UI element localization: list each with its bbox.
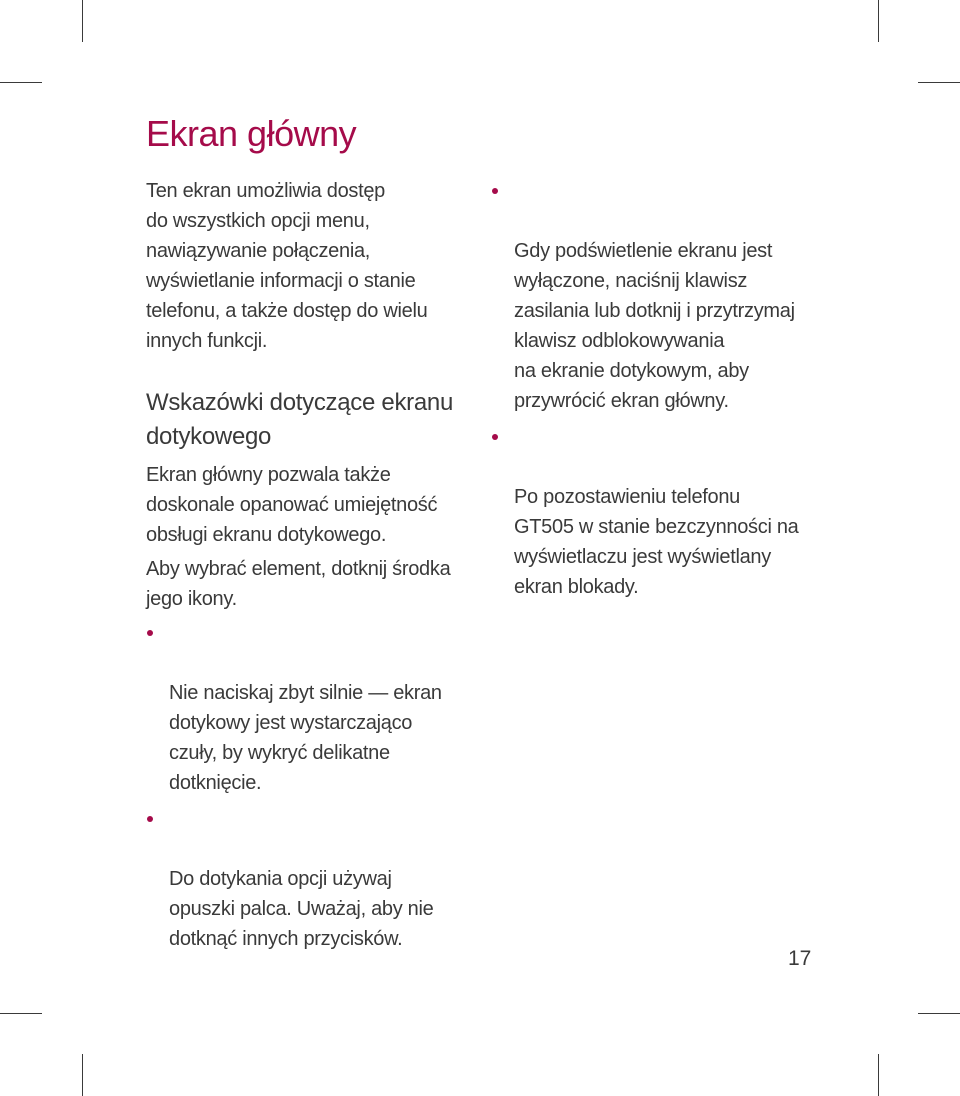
bullet-icon xyxy=(492,188,498,194)
crop-mark-top-left xyxy=(82,0,83,42)
bullet-icon xyxy=(147,816,153,822)
bullet-icon xyxy=(147,630,153,636)
list-item-text: Nie naciskaj zbyt silnie — ekran dotykowy jest wystarczająco czuły, by wykryć delikatne dotknięcie. xyxy=(169,682,442,794)
left-column xyxy=(146,176,464,960)
bullet-list-left xyxy=(146,618,464,954)
crop-mark-bottom-right xyxy=(878,1054,879,1096)
bullet-list-right xyxy=(491,176,821,602)
list-item xyxy=(491,176,821,416)
page-title: Ekran główny xyxy=(146,113,357,154)
list-item-text: Do dotykania opcji używaj opuszki palca. Uważaj, aby nie dotknąć innych przycisków. xyxy=(169,868,434,950)
list-item-text: Gdy podświetlenie ekranu jest wyłączone, naciśnij klawisz zasilania lub dotknij i przytrzymaj klawisz odblokowywania na ekranie dotykowym, aby przywrócić ekran główny. xyxy=(514,240,795,412)
section-paragraph-1: Ekran główny pozwala także doskonale opanować umiejętność obsługi ekranu dotykowego. xyxy=(146,464,438,546)
crop-mark-left-top xyxy=(0,82,42,83)
list-item xyxy=(146,804,464,954)
list-item xyxy=(146,618,464,798)
crop-mark-top-right xyxy=(878,0,879,42)
crop-mark-bottom-left xyxy=(82,1054,83,1096)
section-heading: Wskazówki dotyczące ekranu dotykowego xyxy=(146,389,453,450)
bullet-icon xyxy=(492,434,498,440)
crop-mark-right-top xyxy=(918,82,960,83)
crop-mark-left-bottom xyxy=(0,1013,42,1014)
right-column xyxy=(491,176,821,608)
page-number: 17 xyxy=(788,947,812,970)
intro-paragraph: Ten ekran umożliwia dostęp do wszystkich opcji menu, nawiązywanie połączenia, wyświetlanie informacji o stanie telefonu, a także dostęp do wielu innych funkcji. xyxy=(146,180,428,352)
list-item xyxy=(491,422,821,602)
list-item-text: Po pozostawieniu telefonu GT505 w stanie bezczynności na wyświetlaczu jest wyświetlany ekran blokady. xyxy=(514,486,799,598)
crop-mark-right-bottom xyxy=(918,1013,960,1014)
section-paragraph-2: Aby wybrać element, dotknij środka jego ikony. xyxy=(146,558,451,610)
